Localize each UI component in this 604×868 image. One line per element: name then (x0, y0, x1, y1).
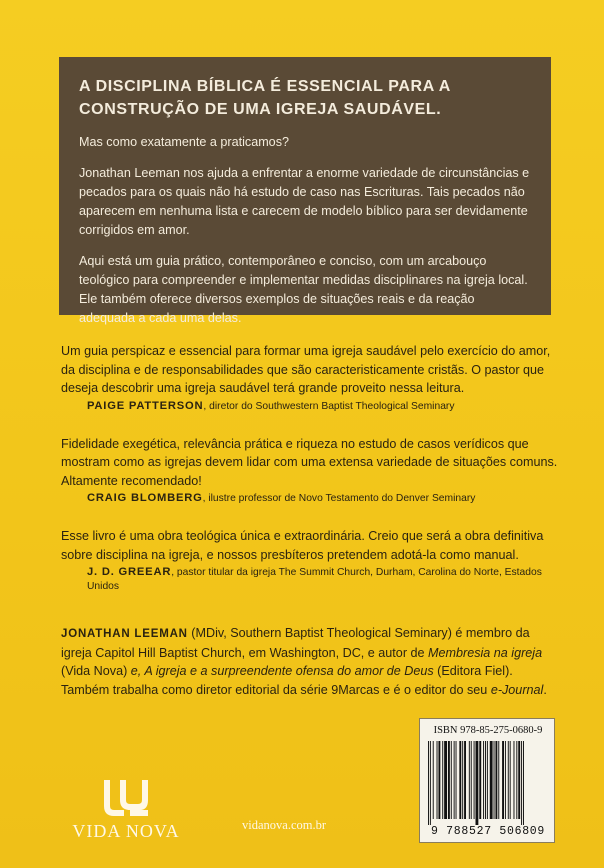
synopsis-paragraph-2: Aqui está um guia prático, contemporâneo e conciso, com um arcabouço teológico para compreender e implementar medidas disciplinares na igreja local. Ele também oferece diversos exemplos de situações reais e da reação adequada a cada uma delas. (79, 254, 528, 325)
barcode-bar (498, 741, 499, 819)
bio-text: (Editora Fiel). Também trabalha como diretor editorial da série 9Marcas e é o editor do seu (61, 664, 513, 697)
endorsement-text: Um guia perspicaz e essencial para formar uma igreja saudável pelo exercício do amor, da disciplina e de responsabilidades que são caracteristicamente cristãs. O pastor que deseja descobrir uma igreja saudável terá grande proveito nessa leitura. (61, 344, 551, 395)
synopsis-headline: A DISCIPLINA BÍBLICA É ESSENCIAL PARA A CONSTRUÇÃO DE UMA IGREJA SAUDÁVEL. (79, 78, 451, 118)
barcode-bar (428, 741, 429, 825)
barcode-digits: 9 788527 506809 (430, 825, 546, 838)
endorser-name: PAIGE PATTERSON (87, 399, 204, 412)
isbn-barcode (419, 718, 555, 843)
barcode-bar (444, 741, 447, 819)
author-name: JONATHAN LEEMAN (61, 628, 188, 640)
vida-nova-logo-icon (100, 776, 152, 820)
barcode-bar (483, 741, 484, 819)
barcode-bar (510, 741, 511, 819)
synopsis-paragraph-1: Jonathan Leeman nos ajuda a enfrentar a enorme variedade de circunstâncias e pecados para os quais não há estudo de caso nas Escrituras. Tais pecados não aparecem em nenhuma lista e carecem de modelo bíblico para ser devidamente corrigidos em amor. (79, 166, 530, 237)
barcode-bar (454, 741, 455, 819)
barcode-bar (479, 741, 481, 819)
barcode-bar (487, 741, 488, 819)
barcode-bar (462, 741, 463, 819)
barcode-bar (508, 741, 509, 819)
endorsement-attribution (87, 491, 561, 506)
book-title: A igreja e a surpreendente ofensa do amor de Deus (144, 664, 434, 678)
endorsement-greear (61, 527, 561, 594)
journal-title: e-Journal (490, 682, 544, 697)
barcode-bar (448, 741, 450, 819)
bio-text-italic: e, (130, 664, 145, 678)
endorsement-patterson (61, 342, 561, 414)
barcode-bar (469, 741, 470, 819)
barcode-bars (426, 741, 550, 825)
barcode-bar (451, 741, 452, 819)
endorsement-blomberg (61, 435, 561, 507)
barcode-bar (523, 741, 524, 825)
bio-text: (Vida Nova) (61, 664, 131, 678)
book-title: Membresia na igreja (428, 645, 543, 660)
publisher-name: VIDA NOVA (72, 821, 180, 841)
barcode-bar (430, 741, 431, 825)
endorser-title: , diretor do Southwestern Baptist Theological Seminary (203, 400, 455, 412)
barcode-bar (521, 741, 522, 825)
barcode-bar (518, 741, 520, 819)
bio-text: (MDiv, Southern Baptist Theological Seminary) é membro da igreja Capitol Hill Baptist Church, em Washington, DC, e autor de (61, 626, 530, 660)
endorser-name: J. D. GREEAR (87, 566, 172, 578)
synopsis-panel (59, 57, 551, 325)
barcode-bar (476, 741, 479, 825)
endorsement-text: Fidelidade exegética, relevância prática e riqueza no estudo de casos verídicos que mostram como as igrejas devem lidar com uma extensa variedade de situações comuns. Altamente recomendado! (61, 436, 558, 488)
barcode-bar (459, 741, 461, 819)
publisher-website: vidanova.com.br (242, 818, 327, 832)
barcode-bar (456, 741, 457, 819)
barcode-bar (437, 741, 438, 819)
barcode-bar (433, 741, 434, 819)
barcode-bar (438, 741, 440, 819)
barcode-bar (502, 741, 504, 819)
barcode-bar (464, 741, 466, 819)
barcode-bar (471, 741, 472, 819)
endorsements (61, 342, 561, 615)
barcode-bar (495, 741, 497, 819)
endorsement-text: Esse livro é uma obra teológica única e extraordinária. Creio que será a obra definitiva sobre disciplina na igreja, e nossos presbíteros pretendem adotá-la como manual. (61, 529, 544, 562)
barcode-bar (474, 741, 475, 819)
endorser-title: , ilustre professor de Novo Testamento do Denver Seminary (202, 493, 476, 504)
barcode-bar (490, 741, 493, 819)
endorser-name: CRAIG BLOMBERG (87, 492, 203, 504)
publisher-logo (66, 776, 186, 846)
endorsement-attribution (87, 399, 561, 414)
endorser-title: , pastor titular da igreja The Summit Church, Durham, Carolina do Norte, Estados Unidos (87, 567, 542, 592)
barcode-bar (514, 741, 515, 819)
barcode-bar (505, 741, 506, 819)
synopsis-question: Mas como exatamente a praticamos? (79, 135, 289, 149)
endorsement-attribution (87, 565, 561, 594)
barcode-bar (516, 741, 517, 819)
barcode-bar (485, 741, 486, 819)
barcode-bar (494, 741, 495, 819)
barcode-bar (442, 741, 443, 819)
isbn-label: ISBN 978-85-275-0680-9 (433, 725, 543, 736)
author-bio (61, 624, 561, 699)
bio-text: . (543, 682, 547, 697)
